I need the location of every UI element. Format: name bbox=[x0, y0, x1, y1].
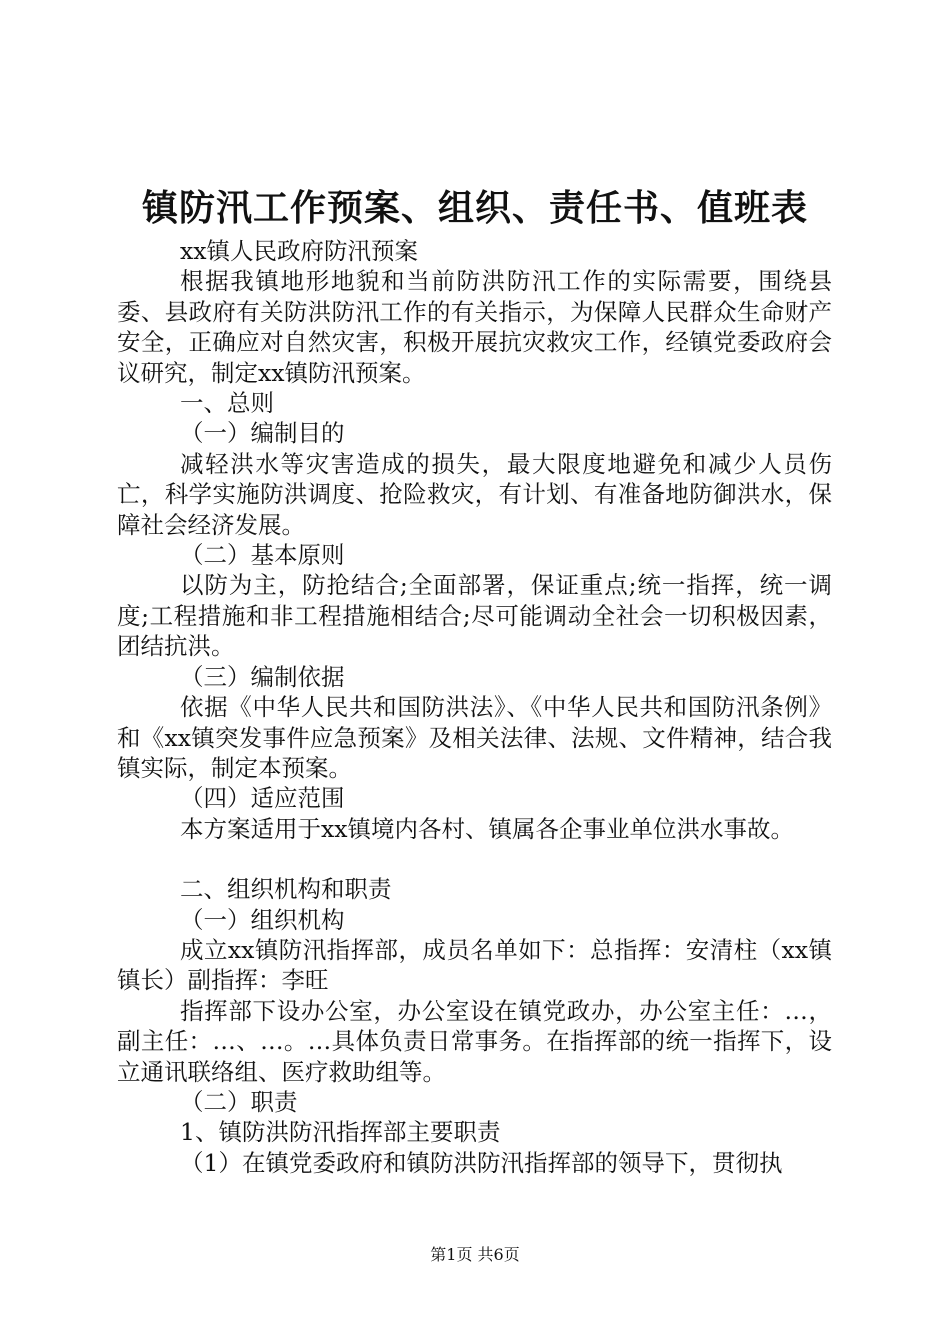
document-title: 镇防汛工作预案、组织、责任书、值班表 bbox=[141, 187, 808, 229]
section-heading-general: 一、总则 bbox=[180, 389, 274, 418]
subsection-heading-purpose: （一）编制目的 bbox=[180, 419, 345, 448]
office-paragraph: 指挥部下设办公室，办公室设在镇党政办，办公室主任：…，副主任：…、…。…具体负责日常事务。在指挥部的统一指挥下，设立通讯联络组、医疗救助组等。 bbox=[117, 996, 832, 1086]
structure-paragraph: 成立xx镇防汛指挥部，成员名单如下：总指挥：安清柱（xx镇镇长）副指挥：李旺 bbox=[117, 935, 832, 995]
paragraph-gap bbox=[117, 844, 832, 874]
subsection-heading-structure: （一）组织机构 bbox=[180, 905, 345, 934]
duties-item-heading: 1、镇防洪防汛指挥部主要职责 bbox=[180, 1118, 501, 1147]
subsection-heading-scope: （四）适应范围 bbox=[180, 784, 345, 813]
duties-paragraph: （1）在镇党委政府和镇防洪防汛指挥部的领导下，贯彻执 bbox=[180, 1148, 783, 1177]
subsection-heading-duties: （二）职责 bbox=[180, 1087, 298, 1116]
page-number: 第1页 共6页 bbox=[430, 1245, 520, 1264]
basis-paragraph: 依据《中华人民共和国防洪法》、《中华人民共和国防汛条例》和《xx镇突发事件应急预案》及相关法律、法规、文件精神，结合我镇实际，制定本预案。 bbox=[117, 693, 832, 782]
intro-paragraph: 根据我镇地形地貌和当前防洪防汛工作的实际需要，围绕县委、县政府有关防洪防汛工作的有关指示，为保障人民群众生命财产安全，正确应对自然灾害，积极开展抗灾救灾工作，经镇党委政府会议研究，制定xx镇防汛预案。 bbox=[117, 267, 832, 387]
scope-paragraph: 本方案适用于xx镇境内各村、镇属各企事业单位洪水事故。 bbox=[180, 814, 795, 843]
document-body bbox=[117, 236, 832, 1178]
subsection-heading-principles: （二）基本原则 bbox=[180, 541, 345, 570]
purpose-paragraph: 减轻洪水等灾害造成的损失，最大限度地避免和减少人员伤亡，科学实施防洪调度、抢险救灾，有计划、有准备地防御洪水，保障社会经济发展。 bbox=[117, 449, 832, 539]
principles-paragraph: 以防为主，防抢结合;全面部署，保证重点;统一指挥，统一调度;工程措施和非工程措施相结合;尽可能调动全社会一切积极因素，团结抗洪。 bbox=[117, 571, 832, 661]
section-heading-organization: 二、组织机构和职责 bbox=[180, 875, 392, 904]
plan-heading: xx镇人民政府防汛预案 bbox=[180, 237, 419, 265]
subsection-heading-basis: （三）编制依据 bbox=[180, 662, 345, 691]
